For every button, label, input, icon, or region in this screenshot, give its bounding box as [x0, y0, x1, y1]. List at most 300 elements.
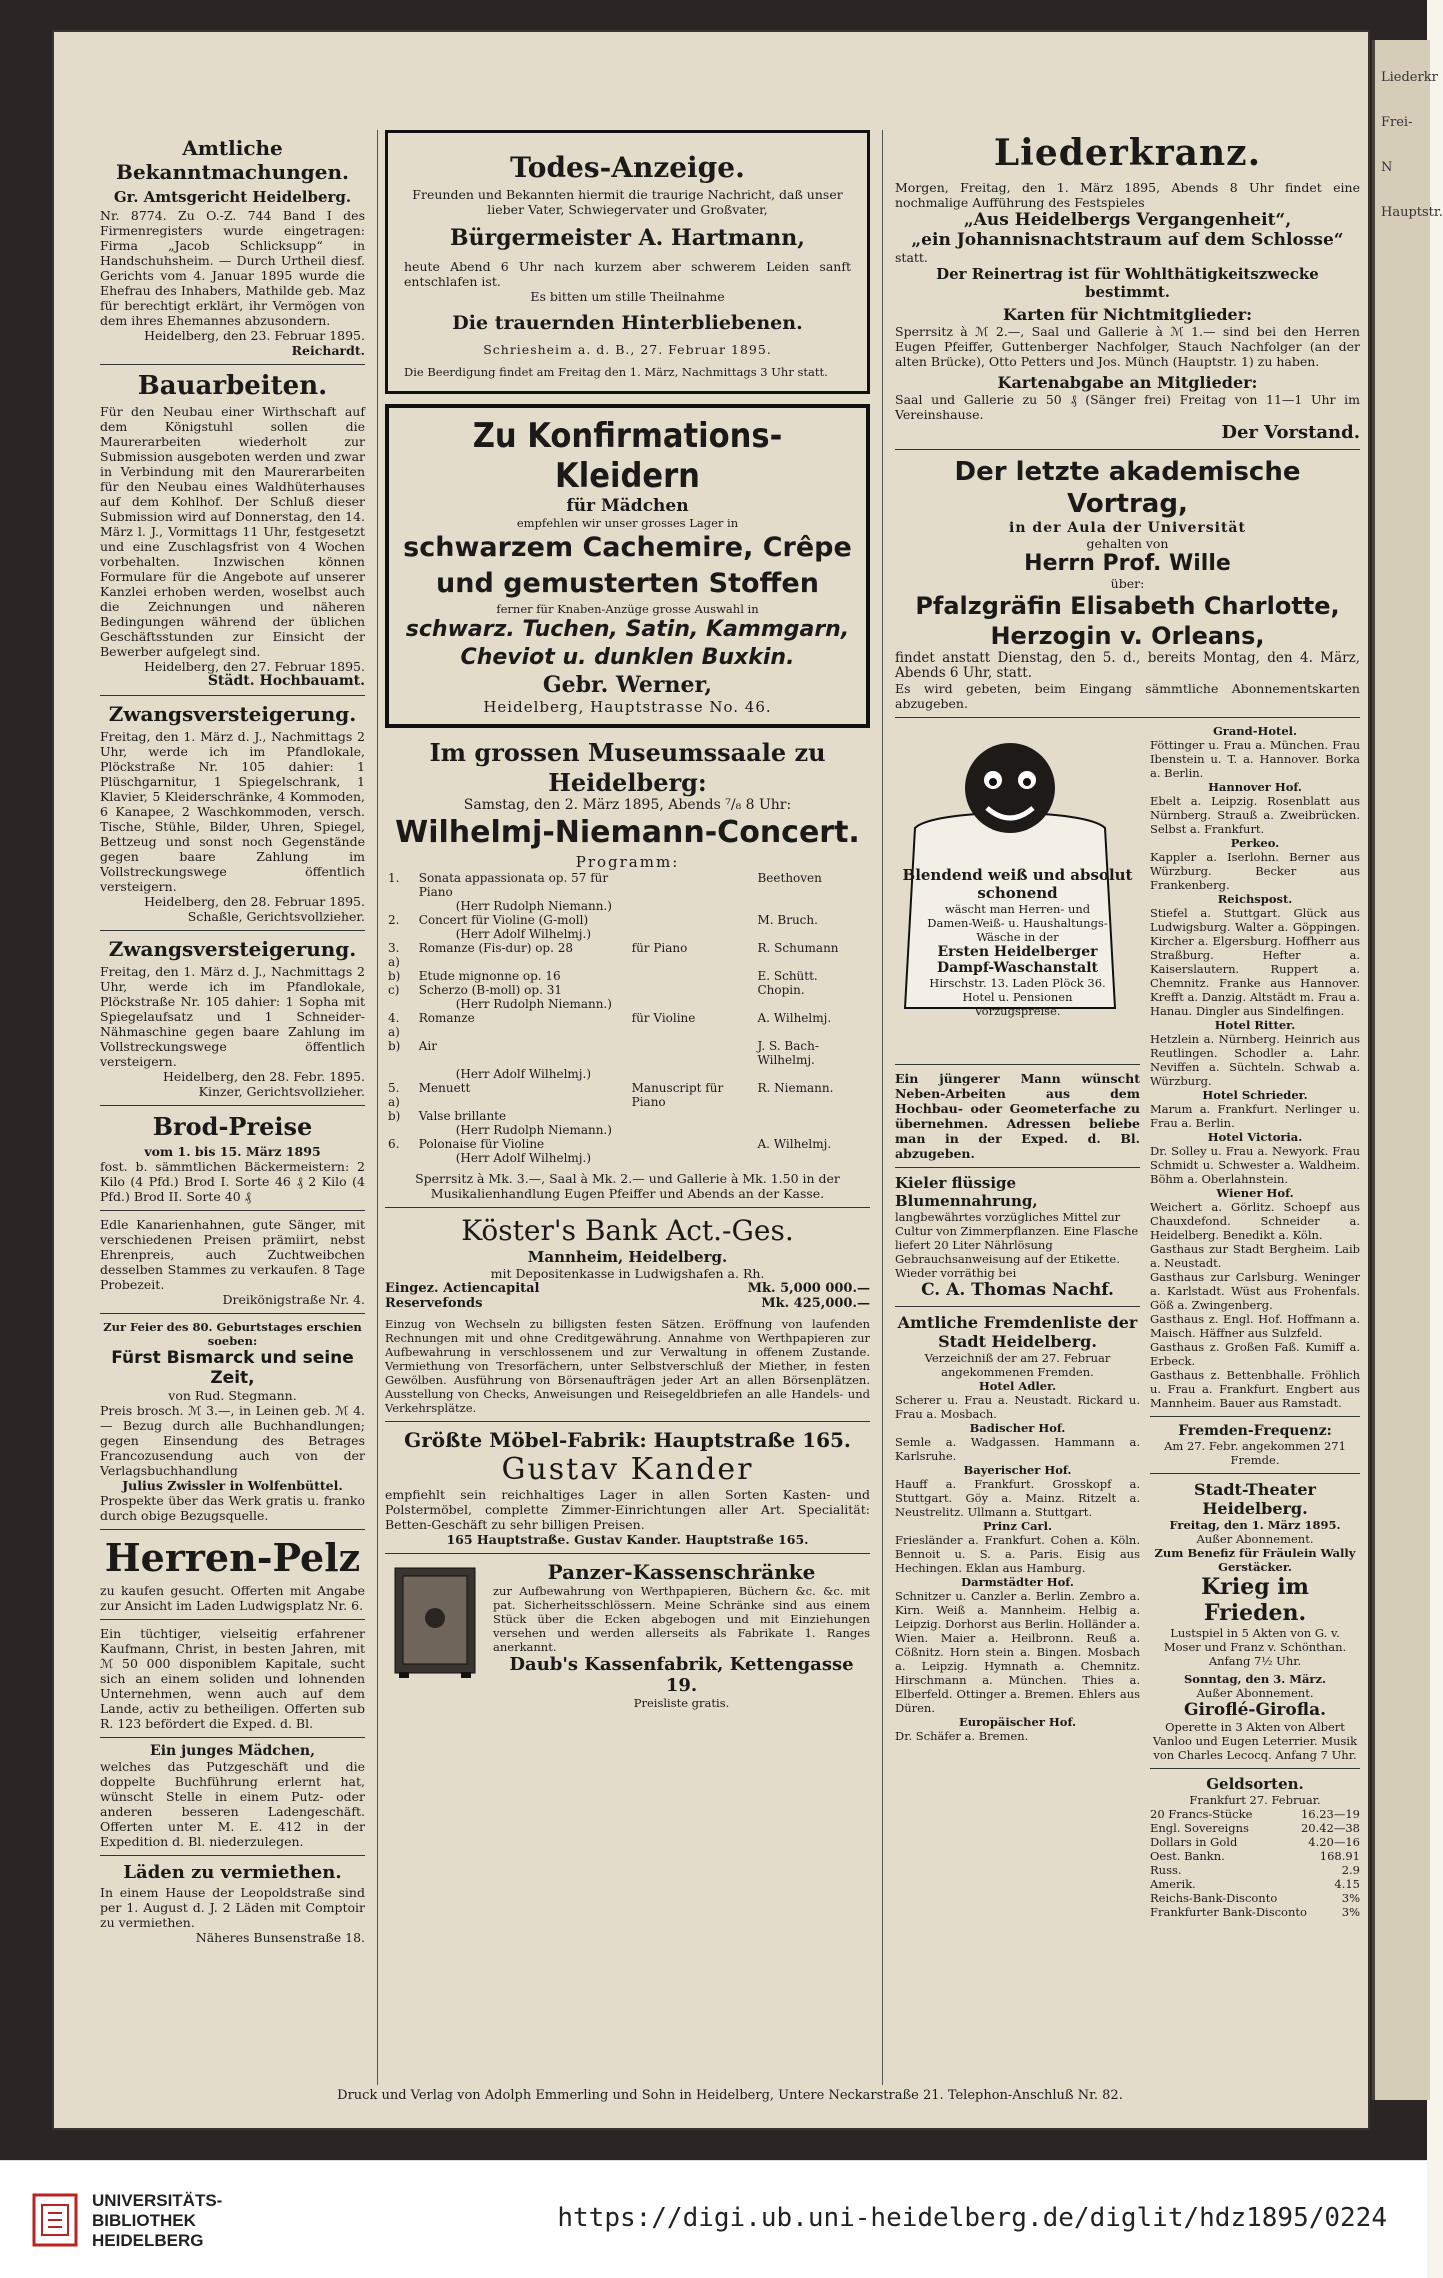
amtsgericht-sign: Reichardt. [291, 343, 365, 358]
divider [100, 1619, 365, 1620]
frequenz-title: Fremden-Frequenz: [1178, 1423, 1332, 1439]
divider [100, 930, 365, 931]
geld-value: 2.9 [1341, 1863, 1360, 1877]
program-comp [754, 1067, 870, 1081]
program-comp: M. Bruch. [757, 913, 818, 927]
kanarien-text: Edle Kanarienhahnen, gute Sänger, mit verschiedenen Preisen prämiirt, nebst Ehrenpreis, auch Zuchtweibchen desselben Stammes zu verkaufen. 8 Tage Probezeit. [100, 1217, 365, 1292]
konf-title: Zu Konfirmations-Kleidern [472, 416, 783, 496]
divider [895, 1306, 1140, 1307]
lower-left-subcolumn [895, 724, 1140, 1919]
wasch-address: Hirschstr. 13. Laden Plöck 36. Hotel u. Pensionen Vorzugspreise. [929, 976, 1106, 1018]
program-comp [754, 997, 870, 1011]
theater-date2: Sonntag, den 3. März. [1183, 1672, 1326, 1686]
hotel-name: Badischer Hof. [969, 1421, 1066, 1435]
zwangs2-date: Heidelberg, den 28. Febr. 1895. [162, 1069, 365, 1084]
bank-capital-label: Eingez. Actiencapital [385, 1281, 540, 1296]
hotel-name: Reichspost. [1217, 892, 1293, 906]
moebel-title: Größte Möbel-Fabrik: Hauptstraße 165. [404, 1428, 851, 1452]
bank-ad [385, 1214, 870, 1415]
program-comp [754, 1109, 870, 1123]
konf-firm: Gebr. Werner, [542, 672, 713, 698]
program-n [385, 997, 416, 1011]
hotel-name: Darmstädter Hof. [961, 1575, 1074, 1589]
todes-anzeige-box [385, 130, 870, 394]
program-n: 6. [388, 1137, 400, 1151]
program-row [385, 871, 870, 899]
program-n: 5. a) [388, 1081, 400, 1109]
program-comp [754, 899, 870, 913]
program-piece: (Herr Rudolph Niemann.) [455, 997, 612, 1011]
concert-tickets: Sperrsitz à Mk. 3.—, Saal à Mk. 2.— und Gallerie à Mk. 1.50 in der Musikalienhandlung Eugen Pfeiffer und Abends an der Kasse. [415, 1171, 840, 1201]
program-piece: Etude mignonne op. 16 [418, 969, 561, 983]
liederkranz-karten-head: Karten für Nichtmitglieder: [1002, 305, 1253, 324]
moebel-foot: 165 Hauptstraße. Gustav Kander. Hauptstraße 165. [446, 1532, 809, 1547]
program-piece: (Herr Adolf Wilhelmj.) [455, 927, 591, 941]
wasch-head: Blendend weiß und absolut schonend [902, 866, 1133, 902]
program-row [385, 1123, 870, 1137]
bank-reserve-value: Mk. 425,000.— [761, 1296, 870, 1311]
divider [895, 1064, 1140, 1065]
hotel-name: Europäischer Hof. [958, 1715, 1076, 1729]
moebel-firm: Gustav Kander [501, 1452, 754, 1487]
guest-list: Ebelt a. Leipzig. Rosenblatt aus Nürnberg. Strauß a. Zweibrücken. Selbst a. Frankfurt. [1150, 794, 1360, 836]
program-piece: Romanze [418, 1011, 475, 1025]
hotel-name: Hotel Schrieder. [1202, 1088, 1308, 1102]
lower-right-subcolumn [1150, 724, 1360, 1919]
program-piece: Polonaise für Violine [418, 1137, 545, 1151]
divider [100, 695, 365, 696]
program-n [385, 1123, 416, 1137]
program-inst: Manuscript für Piano [631, 1081, 724, 1109]
todes-text: Freunden und Bekannten hiermit die traurige Nachricht, daß unser lieber Vater, Schwiegervater und Großvater, [412, 187, 843, 217]
divider [100, 1210, 365, 1211]
zwangs1-date: Heidelberg, den 28. Februar 1895. [144, 894, 365, 909]
vortrag-note: Es wird gebeten, beim Eingang sämmtliche Abonnementskarten abzugeben. [895, 681, 1360, 711]
program-n: c) [388, 983, 400, 997]
geld-value: 20.42—38 [1300, 1821, 1360, 1835]
theater-play: Krieg im Frieden. [1201, 1574, 1309, 1626]
geld-label: Amerik. [1150, 1877, 1196, 1891]
program-row [385, 1039, 870, 1067]
divider [895, 1167, 1140, 1168]
geld-row [1150, 1863, 1360, 1877]
divider [385, 1207, 870, 1208]
program-row [385, 969, 870, 983]
bank-sub: mit Depositenkasse in Ludwigshafen a. Rh. [490, 1266, 765, 1281]
wasch-firm: Ersten Heidelberger Dampf-Waschanstalt [937, 944, 1098, 976]
concert-pre: Im grossen Museumssaale zu Heidelberg: [429, 738, 826, 797]
program-row [385, 1011, 870, 1039]
amtsgericht-text: Nr. 8774. Zu O.-Z. 744 Band I des Firmenregisters wurde eingetragen: Firma „Jacob Schlicksupp“ in Handschuhsheim. — Durch Urtheil diesf. Gerichts vom 4. Januar 1895 wurde die Ehefrau des Inhabers, Mathilde geb. Maz für berechtigt erklärt, ihr Vermögen von dem ihres Ehemannes abzusondern. [100, 208, 365, 328]
pelz-text: zu kaufen gesucht. Offerten mit Angabe zur Ansicht im Laden Ludwigsplatz Nr. 6. [100, 1583, 365, 1613]
panzer-title: Panzer-Kassenschränke [547, 1560, 816, 1584]
moebel-text: empfiehlt sein reichhaltiges Lager in allen Sorten Kasten- und Polstermöbel, complette Zimmer-Einrichtungen aller Art. Specialität: Betten-Geschäft zu sehr billigen Preisen. [385, 1487, 870, 1532]
liederkranz-mitglieder-head: Kartenabgabe an Mitglieder: [997, 373, 1258, 392]
theater-play2-text: Operette in 3 Akten von Albert Vanloo und Eugen Leterrier. Musik von Charles Lecocq. Anfang 7 Uhr. [1152, 1720, 1358, 1762]
mann-text: Ein jüngerer Mann wünscht Neben-Arbeiten aus dem Hochbau- oder Geometerfache zu übernehmen. Adressen beliebe man in der Exped. d. Bl. abzugeben. [895, 1071, 1140, 1161]
program-row [385, 1067, 870, 1081]
konf-main3: schwarz. Tuchen, Satin, Kammgarn, Cheviot u. dunklen Buxkin. [405, 617, 850, 670]
program-row [385, 899, 870, 913]
vortrag-topic2: Herzogin v. Orleans, [990, 622, 1265, 650]
liederkranz-sign: Der Vorstand. [1221, 422, 1360, 443]
program-piece: Concert für Violine (G-moll) [418, 913, 589, 927]
panzer-ad [385, 1560, 870, 1710]
program-comp: E. Schütt. [757, 969, 818, 983]
program-comp: R. Niemann. [757, 1081, 834, 1095]
konf-sub3: ferner für Knaben-Anzüge grosse Auswahl in [496, 602, 759, 616]
program-n: b) [388, 1109, 401, 1123]
hotel-name: Prinz Carl. [982, 1519, 1052, 1533]
geld-sub: Frankfurt 27. Februar. [1189, 1793, 1321, 1807]
program-row [385, 941, 870, 969]
column-divider-1 [377, 130, 378, 2085]
geld-value: 3% [1341, 1905, 1360, 1919]
divider [100, 1529, 365, 1530]
program-inst: für Violine [631, 1011, 696, 1025]
vortrag-sub: in der Aula der Universität [1009, 520, 1246, 536]
program-comp [754, 927, 870, 941]
program-piece: Romanze (Fis-dur) op. 28 [418, 941, 573, 955]
wasch-text: wäscht man Herren- und Damen-Weiß- u. Haushaltungs-Wäsche in der [927, 902, 1108, 944]
program-table [385, 871, 870, 1165]
programm-heading: Programm: [575, 853, 680, 871]
liederkranz-mitglieder-text: Saal und Gallerie zu 50 ₰ (Sänger frei) Freitag von 11—1 Uhr im Vereinshause. [895, 392, 1360, 422]
hotel-name: Perkeo. [1230, 836, 1280, 850]
safe-illustration [385, 1560, 485, 1680]
kieler-text: langbewährtes vorzügliches Mittel zur Cultur von Zimmerpflanzen. Eine Flasche liefert 20 Liter Nährlösung Gebrauchsanweisung auf der Etikette. Wieder vorräthig bei [895, 1210, 1139, 1280]
fremden-title: Amtliche Fremdenliste der Stadt Heidelberg. [897, 1313, 1138, 1351]
program-comp: A. Wilhelmj. [757, 1011, 832, 1025]
program-inst [629, 1039, 755, 1067]
frequenz-text: Am 27. Febr. angekommen 271 Fremde. [1164, 1439, 1346, 1467]
geld-row [1150, 1821, 1360, 1835]
program-row [385, 1137, 870, 1151]
liederkranz-play2: „ein Johannisnachtstraum auf dem Schlosse“ [911, 230, 1344, 250]
hotel-name: Hannover Hof. [1208, 780, 1302, 794]
liederkranz-title: Liederkranz. [993, 132, 1262, 174]
zwangs1-sign: Schaßle, Gerichtsvollzieher. [187, 909, 365, 924]
divider [385, 1421, 870, 1422]
bauarbeiten-date: Heidelberg, den 27. Februar 1895. [144, 659, 365, 674]
geld-value: 3% [1341, 1891, 1360, 1905]
konf-main2: und gemusterten Stoffen [436, 568, 819, 599]
bismarck-pre: Zur Feier des 80. Geburtstages erschien soeben: [103, 1320, 362, 1348]
liederkranz-text: Morgen, Freitag, den 1. März 1895, Abends 8 Uhr findet eine nochmalige Aufführung des Festspieles [895, 180, 1360, 210]
bauarbeiten-text: Für den Neubau einer Wirthschaft auf dem Königstuhl sollen die Maurerarbeiten wiederholt zur Submission ausgeboten werden und zwar in Verbindung mit den Maurerarbeiten für den Neubau eines Waldhüterhauses auf dem Kohlhof. Der Schluß dieser Submission wird auf Donnerstag, den 14. März l. J., Vormittags 11 Uhr, festgesetzt und eine Zuschlagsfrist von 4 Wochen vorbehalten. Inzwischen können Formulare für die Angebote auf unserer Kanzlei erhoben werden, woselbst auch die Zeichnungen und näheren Bedingungen während der üblichen Geschäftsstunden zur Einsicht der Bewerber aufgelegt sind. [100, 404, 365, 659]
ub-seal-icon [32, 2193, 78, 2247]
guest-list: Hauff a. Frankfurt. Grosskopf a. Stuttgart. Göy a. Mainz. Ritzelt a. Neustrelitz. Ullmann a. Stuttgart. [895, 1477, 1140, 1519]
moebel-ad [385, 1428, 870, 1547]
column-right [895, 130, 1360, 1919]
program-row [385, 1109, 870, 1123]
todes-name: Bürgermeister A. Hartmann, [450, 225, 805, 251]
divider [895, 717, 1360, 718]
program-inst [629, 1123, 755, 1137]
guest-list: Gasthaus zur Carlsburg. Weninger a. Karlstadt. Wüst aus Frohenfals. Göß a. Zwingenberg. [1150, 1270, 1360, 1312]
program-inst [629, 1109, 755, 1123]
liederkranz-play1: „Aus Heidelbergs Vergangenheit“, [963, 210, 1292, 230]
program-row [385, 1081, 870, 1109]
program-n: 4. a) [388, 1011, 400, 1039]
program-inst [629, 871, 755, 899]
bismarck-text: Preis brosch. ℳ 3.—, in Leinen geb. ℳ 4.— Bezug durch alle Buchhandlungen; gegen Einsendung des Betrages Francozusendung auch von der Verlagsbuchhandlung [100, 1403, 365, 1478]
zwangs1-text: Freitag, den 1. März d. J., Nachmittags 2 Uhr, werde ich im Pfandlokale, Plöckstraße Nr. 105 dahier: 1 Plüschgarnitur, 1 Spiegelschrank, 1 Klavier, 5 Kleiderschränke, 4 Kommoden, 6 Kanapee, 2 Waschkommoden, versch. Tische, Stühle, Bilder, Uhren, Spiegel, Bettzeug und sonst noch Gegenstände gegen baare Zahlung im Vollstreckungswege öffentlich versteigern. [100, 729, 365, 894]
program-inst [629, 997, 755, 1011]
laden-title: Läden zu vermiethen. [123, 1862, 342, 1883]
program-row [385, 927, 870, 941]
panzer-tail: Preisliste gratis. [633, 1696, 730, 1710]
amtliche-title: Amtliche Bekanntmachungen. [116, 136, 349, 184]
program-inst [629, 1137, 755, 1151]
guest-list: Föttinger u. Frau a. München. Frau Ibenstein u. T. a. Hannover. Borka a. Berlin. [1150, 738, 1360, 780]
program-comp: A. Wilhelmj. [757, 1137, 832, 1151]
bank-capital-value: Mk. 5,000 000.— [747, 1281, 870, 1296]
program-inst [629, 927, 755, 941]
guest-list: Weichert a. Görlitz. Schoepf aus Chauxdefond. Schneider a. Heidelberg. Benedikt a. Köln. [1150, 1200, 1360, 1242]
liederkranz-statt: statt. [895, 250, 928, 265]
guest-list: Friesländer a. Frankfurt. Cohen a. Köln. Bennoit u. S. a. Paris. Eisig aus Hechingen. Eklan aus Hamburg. [895, 1533, 1140, 1575]
guest-list: Gasthaus z. Großen Faß. Kumiff a. Erbeck. [1150, 1340, 1360, 1368]
panzer-text: zur Aufbewahrung von Werthpapieren, Büchern &c. &c. mit pat. Sicherheitsschlössern. Meine Schränke sind aus einem Stück über die Ecken abgebogen und mit Einziehungen versehen und werden allerseits als Fabrikate 1. Ranges anerkannt. [493, 1584, 870, 1654]
theater-play2: Giroflé-Girofla. [1183, 1700, 1327, 1720]
theater-play-text: Lustspiel in 5 Akten von G. v. Moser und Franz v. Schönthan. Anfang 7½ Uhr. [1163, 1626, 1347, 1668]
geld-row [1150, 1891, 1360, 1905]
bismarck-title: Fürst Bismarck und seine Zeit, [111, 1348, 354, 1388]
konfirmation-box [385, 404, 870, 728]
concert-date: Samstag, den 2. März 1895, Abends ⁷/₈ 8 Uhr: [463, 797, 792, 813]
maedchen-title: Ein junges Mädchen, [150, 1743, 315, 1759]
vortrag-date: findet anstatt Dienstag, den 5. d., bereits Montag, den 4. März, Abends 6 Uhr, statt. [895, 650, 1360, 681]
hotel-name: Hotel Ritter. [1214, 1018, 1296, 1032]
geld-row [1150, 1877, 1360, 1891]
program-n: b) [388, 969, 401, 983]
guest-list: Stiefel a. Stuttgart. Glück aus Ludwigsburg. Walter a. Göppingen. Kircher a. Elgersburg. Hoffherr aus Straßburg. Hefter a. Kaiserslautern. Ruppert a. Chemnitz. Franke aus Hannover. Krefft a. Danzig. Altstädt m. Frau a. Hanau. Dingler aus Sindelfingen. [1150, 906, 1360, 1018]
imprint: Druck und Verlag von Adolph Emmerling und Sohn in Heidelberg, Untere Neckarstraße 21. Telephon-Anschluß Nr. 82. [337, 2088, 1123, 2103]
geld-list [1150, 1807, 1360, 1919]
program-piece: Valse brillante [418, 1109, 507, 1123]
guest-list: Semle a. Wadgassen. Hammann a. Karlsruhe. [895, 1435, 1140, 1463]
adjacent-page-edge: Liederkr Frei- N Hauptstr. [1372, 40, 1430, 2100]
program-row [385, 997, 870, 1011]
bank-city: Mannheim, Heidelberg. [527, 1248, 728, 1266]
kieler-firm: C. A. Thomas Nachf. [921, 1280, 1114, 1300]
laden-address: Näheres Bunsenstraße 18. [195, 1930, 365, 1945]
todes-place: Schriesheim a. d. B., 27. Februar 1895. [483, 342, 772, 357]
geld-label: Frankfurter Bank-Disconto [1150, 1905, 1307, 1919]
geld-label: Russ. [1150, 1863, 1182, 1877]
todes-text2: heute Abend 6 Uhr nach kurzem aber schwerem Leiden sanft entschlafen ist. [404, 259, 851, 289]
geld-value: 16.23—19 [1300, 1807, 1360, 1821]
geld-label: 20 Francs-Stücke [1150, 1807, 1253, 1821]
geld-row [1150, 1905, 1360, 1919]
waschanstalt-ad [895, 724, 1140, 1058]
liederkranz-reinertrag: Der Reinertrag ist für Wohlthätigkeitszwecke bestimmt. [936, 265, 1319, 301]
todes-funeral: Die Beerdigung findet am Freitag den 1. März, Nachmittags 3 Uhr statt. [404, 365, 828, 379]
divider [100, 1737, 365, 1738]
viewer-footer [0, 2160, 1427, 2278]
program-inst: für Piano [631, 941, 688, 955]
program-row [385, 913, 870, 927]
fremden-sub: Verzeichniß der am 27. Februar angekommenen Fremden. [924, 1351, 1111, 1379]
panzer-firm: Daub's Kassenfabrik, Kettengasse 19. [509, 1654, 854, 1696]
geld-label: Dollars in Gold [1150, 1835, 1238, 1849]
kaufmann-text: Ein tüchtiger, vielseitig erfahrener Kaufmann, Christ, in besten Jahren, mit ℳ 50 000 disponiblem Kapitale, sucht sich an einem soliden und lohnenden Unternehmen, wenn auch auf dem Lande, activ zu betheiligen. Offerten sub R. 123 befördert die Exped. d. Bl. [100, 1626, 365, 1731]
guest-list: Scherer u. Frau a. Neustadt. Rickard u. Frau a. Mosbach. [895, 1393, 1140, 1421]
program-n [385, 899, 416, 913]
guest-list: Gasthaus z. Engl. Hof. Hoffmann a. Maisch. Häffner aus Sulzfeld. [1150, 1312, 1360, 1340]
divider [1150, 1473, 1360, 1474]
bismarck-tail: Prospekte über das Werk gratis u. franko durch obige Bezugsquelle. [100, 1493, 365, 1523]
geld-label: Engl. Sovereigns [1150, 1821, 1249, 1835]
bank-reserve-label: Reservefonds [385, 1296, 483, 1311]
theater-title: Stadt-Theater Heidelberg. [1194, 1480, 1316, 1518]
theater-date: Freitag, den 1. März 1895. [1169, 1518, 1341, 1532]
program-comp: Beethoven [757, 871, 822, 885]
geld-value: 4.20—16 [1308, 1835, 1360, 1849]
guest-list: Hetzlein a. Nürnberg. Heinrich aus Reutlingen. Schodler a. Lahr. Neviffen a. Süchteln. Schwab a. Würzburg. [1150, 1032, 1360, 1088]
bank-text: Einzug von Wechseln zu billigsten festen Sätzen. Eröffnung von laufenden Rechnungen mit und ohne Creditgewährung. Annahme von Werthpapieren zur Aufbewahrung in verschlossenem und zur Verwaltung in offenem Zustande. Vermiethung von Tresorfächern, unter Selbstverschluß der Miether, in festen Gewölben. Ausführung von Börsenaufträgen jeder Art an allen Börsenplätzen. Ausstellung von Checks, Anweisungen und Reisegeldbriefen an alle Handels- und Verkehrsplätze. [385, 1317, 870, 1415]
bank-title: Köster's Bank Act.-Ges. [461, 1214, 794, 1247]
zwangs2-title: Zwangsversteigerung. [108, 937, 357, 961]
theater-abo: Außer Abonnement. [1196, 1532, 1314, 1546]
geld-label: Oest. Bankn. [1150, 1849, 1225, 1863]
hotel-name: Hotel Adler. [978, 1379, 1057, 1393]
guest-list: Schnitzer u. Canzler a. Berlin. Zembro a. Kirn. Weiß a. Mannheim. Helbig a. Leipzig. Dorhorst aus Berlin. Holländer a. Wien. Maier a. Heilbronn. Reuß a. Cößnitz. Horn stein a. Bingen. Mosbach a. Leipzig. Hymnath a. Chemnitz. Hirschmann a. München. Thies a. Elberfeld. Ottinger a. Bremen. Ehlers aus Düren. [895, 1589, 1140, 1715]
geld-label: Reichs-Bank-Disconto [1150, 1891, 1278, 1905]
guest-list: Dr. Schäfer a. Bremen. [895, 1729, 1029, 1743]
column-left [100, 130, 365, 1951]
zwangs2-sign: Kinzer, Gerichtsvollzieher. [198, 1084, 365, 1099]
program-comp [754, 1123, 870, 1137]
theater-abo2: Außer Abonnement. [1196, 1686, 1314, 1700]
amtsgericht-date: Heidelberg, den 23. Februar 1895. [144, 328, 365, 343]
program-n: 1. [388, 871, 400, 885]
brod-text: fost. b. sämmtlichen Bäckermeistern: 2 Kilo (4 Pfd.) Brod I. Sorte 46 ₰ 2 Kilo (4 Pfd.) Brod II. Sorte 40 ₰ [100, 1159, 365, 1204]
concert-title: Wilhelmj-Niemann-Concert. [395, 815, 860, 850]
todes-title: Todes-Anzeige. [510, 151, 745, 184]
geld-value: 168.91 [1319, 1849, 1360, 1863]
theater-benefit: Zum Benefiz für Fräulein Wally Gerstäcker. [1154, 1546, 1356, 1574]
divider [895, 449, 1360, 450]
liederkranz-karten-text: Sperrsitz à ℳ 2.—, Saal und Gallerie à ℳ 1.— sind bei den Herren Eugen Pfeiffer, Guttenberger Nachfolger, Stauch Nachfolger (an der alten Brücke), Otto Petters und Jos. Münch (Hauptstr. 1) zu haben. [895, 324, 1360, 369]
column-middle [385, 130, 870, 1716]
geld-row [1150, 1807, 1360, 1821]
guest-list: Marum a. Frankfurt. Nerlinger u. Frau a. Berlin. [1150, 1102, 1360, 1130]
maedchen-text: welches das Putzgeschäft und die doppelte Buchführung erlernt hat, wünscht Stelle in einem Putz- oder anderen besseren Ladengeschäft. Offerten unter M. E. 412 in der Expedition d. Bl. niederzulegen. [100, 1759, 365, 1849]
program-n [385, 927, 416, 941]
hotel-name: Bayerischer Hof. [963, 1463, 1072, 1477]
konf-address: Heidelberg, Hauptstrasse No. 46. [483, 698, 772, 716]
hotel-name: Grand-Hotel. [1212, 724, 1298, 738]
program-inst [629, 1067, 755, 1081]
divider [1150, 1416, 1360, 1417]
program-inst [629, 983, 755, 997]
zwangs2-text: Freitag, den 1. März d. J., Nachmittags 2 Uhr, werde ich im Pfandlokale, Plöckstraße Nr. 105 dahier: 1 Sopha mit Spiegelaufsatz und 1 Schneider-Nähmaschine gegen baare Zahlung im Vollstreckungswege öffentlich versteigern. [100, 964, 365, 1069]
permalink-url[interactable]: https://digi.ub.uni-heidelberg.de/diglit/hdz1895/0224 [557, 2203, 1387, 2233]
konf-main1: schwarzem Cachemire, Crêpe [403, 532, 852, 563]
program-piece: (Herr Rudolph Niemann.) [455, 899, 612, 913]
program-inst [629, 969, 755, 983]
divider [100, 1855, 365, 1856]
program-inst [629, 1151, 755, 1165]
vortrag-topic1: Pfalzgräfin Elisabeth Charlotte, [915, 592, 1340, 620]
fremden-list-right [1150, 724, 1360, 1410]
bismarck-publisher: Julius Zwissler in Wolfenbüttel. [122, 1478, 343, 1493]
program-inst [629, 899, 755, 913]
program-n: 2. [388, 913, 400, 927]
vortrag-title: Der letzte akademische Vortrag, [954, 457, 1301, 519]
geld-row [1150, 1849, 1360, 1863]
program-piece: Scherzo (B-moll) op. 31 [418, 983, 562, 997]
vortrag-ueber: über: [1110, 576, 1145, 591]
program-n [385, 1151, 416, 1165]
pelz-title: Herren-Pelz [104, 1535, 361, 1580]
konf-sub: für Mädchen [566, 496, 689, 516]
program-comp: R. Schumann [757, 941, 839, 955]
vortrag-gehalten: gehalten von [1086, 536, 1169, 551]
bauarbeiten-title: Bauarbeiten. [137, 371, 328, 401]
program-n: b) [388, 1039, 401, 1053]
program-comp [754, 1151, 870, 1165]
divider [385, 1553, 870, 1554]
geld-title: Geldsorten. [1206, 1775, 1304, 1793]
divider [1150, 1768, 1360, 1769]
program-piece: (Herr Rudolph Niemann.) [455, 1123, 612, 1137]
vortrag-prof: Herrn Prof. Wille [1024, 551, 1231, 576]
geld-value: 4.15 [1334, 1877, 1360, 1891]
hotel-name: Wiener Hof. [1216, 1186, 1294, 1200]
fremden-list-left [895, 1379, 1140, 1743]
brod-title: Brod-Preise [152, 1112, 313, 1141]
vortrag-ad [895, 456, 1360, 711]
program-row [385, 983, 870, 997]
divider [100, 364, 365, 365]
program-piece: (Herr Adolf Wilhelmj.) [455, 1067, 591, 1081]
guest-list: Kappler a. Iserlohn. Berner aus Würzburg. Becker aus Frankenberg. [1150, 850, 1360, 892]
program-n [385, 1067, 416, 1081]
bismarck-author: von Rud. Stegmann. [168, 1388, 297, 1403]
program-piece: Sonata appassionata op. 57 für Piano [418, 871, 609, 899]
program-comp: Chopin. [757, 983, 805, 997]
guest-list: Dr. Solley u. Frau a. Newyork. Frau Schmidt u. Schwester a. Waldheim. Böhm a. Oberlahnstein. [1150, 1144, 1360, 1186]
bauarbeiten-sign: Städt. Hochbauamt. [207, 673, 365, 689]
brod-sub: vom 1. bis 15. März 1895 [144, 1144, 321, 1159]
program-inst [629, 913, 755, 927]
program-piece: (Herr Adolf Wilhelmj.) [455, 1151, 591, 1165]
library-name[interactable]: UNIVERSITÄTS- BIBLIOTHEK HEIDELBERG [92, 2191, 223, 2250]
hotel-name: Hotel Victoria. [1207, 1130, 1303, 1144]
laden-text: In einem Hause der Leopoldstraße sind per 1. August d. J. 2 Läden mit Comptoir zu vermiethen. [100, 1885, 365, 1930]
todes-text3: Es bitten um stille Theilnahme [530, 289, 725, 304]
divider [100, 1105, 365, 1106]
concert-ad [385, 738, 870, 1201]
program-row [385, 1151, 870, 1165]
kanarien-address: Dreikönigstraße Nr. 4. [222, 1292, 365, 1307]
guest-list: Gasthaus z. Bettenbhalle. Fröhlich u. Frau a. Frankfurt. Engbert aus Mannheim. Bauer aus Ramstadt. [1150, 1368, 1360, 1410]
guest-list: Gasthaus zur Stadt Bergheim. Laib a. Neustadt. [1150, 1242, 1360, 1270]
zwangs1-title: Zwangsversteigerung. [108, 702, 357, 726]
program-piece: Menuett [418, 1081, 471, 1095]
divider [100, 1313, 365, 1314]
todes-family: Die trauernden Hinterbliebenen. [452, 312, 803, 334]
program-piece: Air [418, 1039, 437, 1053]
geld-row [1150, 1835, 1360, 1849]
column-divider-2 [882, 130, 883, 2085]
kieler-title: Kieler flüssige Blumennahrung, [895, 1174, 1038, 1210]
konf-sub2: empfehlen wir unser grosses Lager in [516, 516, 739, 530]
program-n: 3. a) [388, 941, 400, 969]
